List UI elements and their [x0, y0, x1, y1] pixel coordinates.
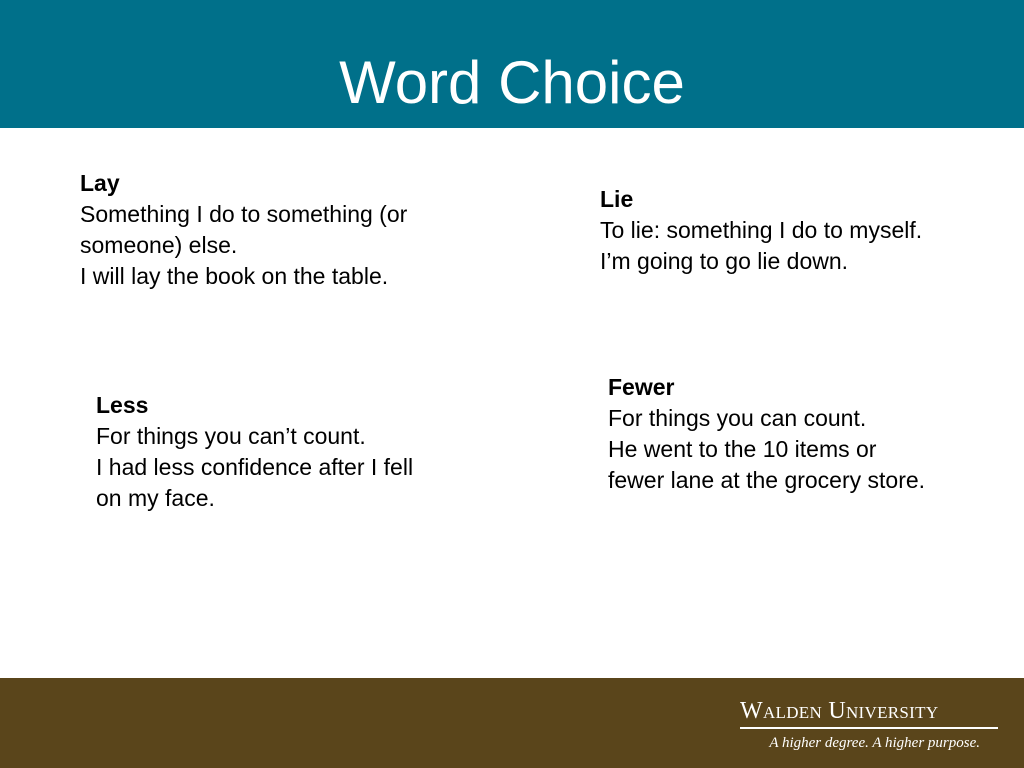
term-heading: Less — [96, 392, 149, 418]
example-line: He went to the 10 items or — [608, 436, 877, 462]
definition-line: For things you can’t count. — [96, 423, 366, 449]
definition-block-fewer — [608, 372, 988, 496]
definition-line: To lie: something I do to myself. — [600, 217, 923, 243]
definition-line: For things you can count. — [608, 405, 867, 431]
example-line: fewer lane at the grocery store. — [608, 467, 926, 493]
definition-block-lie — [600, 184, 980, 277]
example-line: I had less confidence after I fell — [96, 454, 414, 480]
slide-title: Word Choice — [339, 49, 685, 116]
example-line: I will lay the book on the table. — [80, 263, 389, 289]
term-heading: Lie — [600, 186, 634, 212]
example-line: I’m going to go lie down. — [600, 248, 849, 274]
walden-logo — [740, 697, 1000, 752]
term-heading: Lay — [80, 170, 120, 196]
definition-line: someone) else. — [80, 232, 238, 258]
title-bar — [0, 0, 1024, 128]
logo-rule — [740, 727, 998, 729]
definition-line: Something I do to something (or — [80, 201, 408, 227]
definition-block-lay — [80, 168, 470, 292]
example-line: on my face. — [96, 485, 215, 511]
brand-tagline: A higher degree. A higher purpose. — [769, 735, 980, 751]
brand-name: Walden University — [740, 698, 939, 724]
definition-block-less — [96, 390, 466, 514]
term-heading: Fewer — [608, 374, 675, 400]
